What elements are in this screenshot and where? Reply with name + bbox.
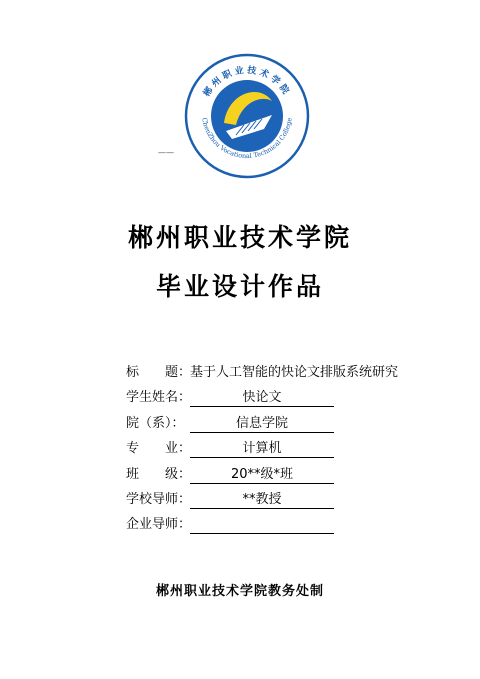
field-label-student-name: 学生姓名：: [126, 390, 192, 405]
logo-arc-bottom: ChenZhou Vocational Technical College: [200, 117, 294, 161]
work-title: 毕业设计作品: [155, 272, 324, 301]
field-label-class: 班 级：: [126, 467, 192, 482]
logo-dash-mark: ——: [158, 148, 174, 157]
field-label-title: 标 题：: [126, 365, 192, 380]
issuer-footer: 郴州职业技术学院教务处制: [155, 584, 324, 599]
underline: [190, 457, 334, 458]
field-label-major: 专 业：: [126, 441, 192, 456]
field-value-title: 基于人工智能的快论文排版系统研究: [190, 365, 399, 380]
underline: [190, 483, 334, 484]
college-logo: [184, 53, 310, 179]
underline: [190, 432, 334, 433]
field-value-department: 信息学院: [235, 416, 288, 431]
field-value-major: 计算机: [242, 441, 282, 456]
underline: [190, 508, 334, 509]
field-label-department: 院（系）：: [126, 416, 185, 431]
field-value-class: 20**级*班: [230, 467, 294, 482]
underline: [190, 406, 334, 407]
field-label-company-advisor: 企业导师：: [126, 517, 192, 532]
field-label-school-advisor: 学校导师：: [126, 492, 192, 507]
underline: [190, 533, 334, 534]
field-value-school-advisor: **教授: [242, 492, 282, 507]
field-value-student-name: 快论文: [242, 390, 282, 405]
logo-arc-top: 郴州职业技术学院: [202, 65, 292, 99]
college-title: 郴州职业技术学院: [127, 223, 352, 252]
